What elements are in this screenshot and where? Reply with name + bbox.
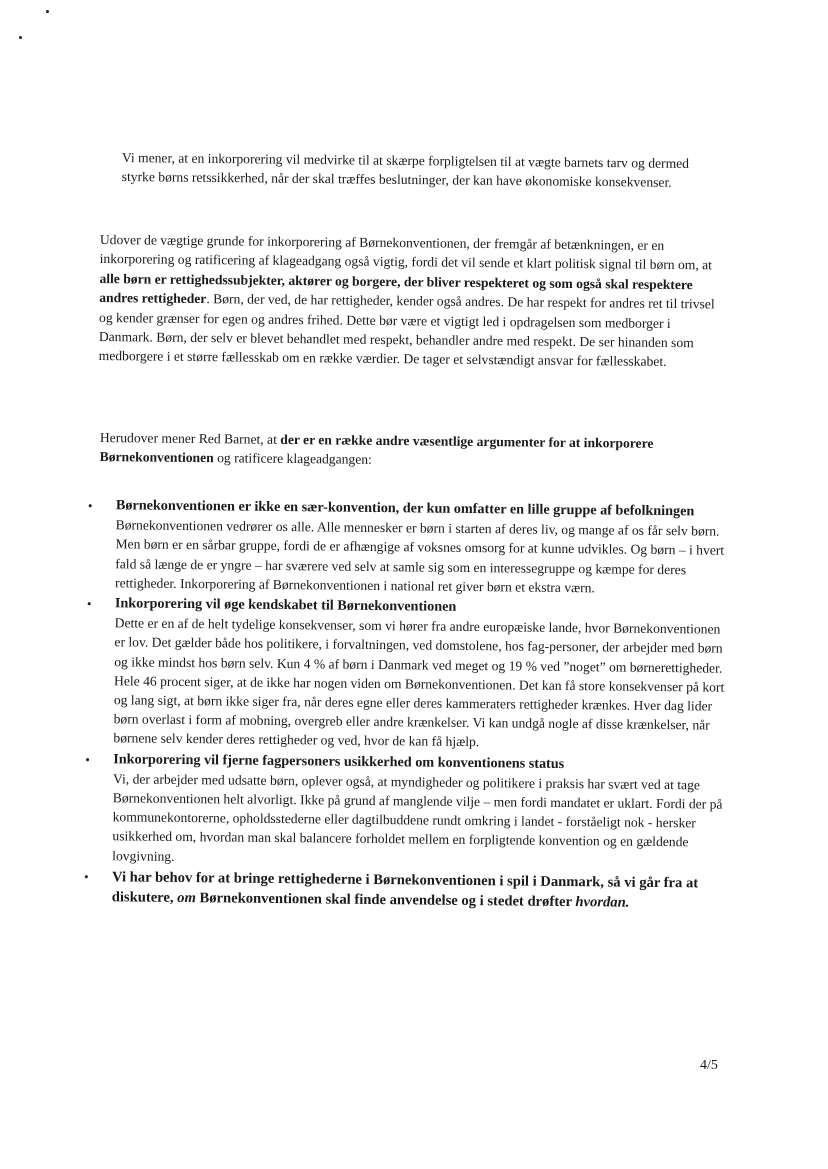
bullet-icon: • (86, 596, 92, 612)
list-item (84, 867, 729, 914)
heading-text: Børnekonventionen skal finde anvendelse og i stedet drøfter (195, 890, 576, 910)
heading-emphasis: om (177, 889, 196, 907)
list-item-heading: Inkorporering vil fjerne fagpersoners usikkerhed om konventionens status (113, 750, 565, 772)
bullet-icon: • (87, 497, 93, 514)
paragraph-bold-text: der er en række andre væsentlige argumenter for at inkorporere Børnekonventionen (99, 431, 654, 466)
paragraph-text: Udover de vægtige grunde for inkorporering af Børnekonventionen, der fremgår af betænkningen, er en inkorporering og ratificering af klageadgang også vigtig, fordi det vil sende et klart politisk signal til børn om, at (99, 231, 713, 273)
heading-text: Vi har behov for at bringe rettighederne i Børnekonventionen i spil i Danmark, så vi går fra at diskutere, (111, 869, 699, 906)
scan-speck (46, 10, 49, 13)
list-item (85, 594, 732, 754)
paragraph-bold-text: alle børn er rettighedssubjekter, aktører og borgere, der bliver respekteret og som også skal respektere andres rettigheder (99, 270, 693, 307)
paragraph-udover (99, 230, 728, 372)
paragraph-text: og ratificere klageadgangen: (213, 450, 372, 468)
paragraph-text: Herudover mener Red Barnet, at (99, 429, 281, 447)
heading-emphasis: hvordan. (575, 893, 630, 911)
scan-speck (19, 36, 22, 39)
list-item-text: Børnekonventionen vedrører os alle. Alle mennesker er børn i starten af deres liv, og mange af os får selv børn. Men børn er en sårbar gruppe, fordi de er afhængige af voksnes omsorg for at kunne udvikles. Og børn – i hvert fald så længe de er yngre – har sværere ved selv at samle sig som en interessegruppe og kæmpe for deres rettigheder. Inkorporering af Børnekonventionen i national ret giver børn et ekstra værn. (115, 517, 725, 596)
argument-list (84, 496, 733, 914)
intro-paragraph: Vi mener, at en inkorporering vil medvirke til at skærpe forpligtelsen til at vægte barnets tarv og dermed styrke børns retssikkerhed, når der skal træffes beslutninger, der kan have økonomiske konsekvenser. (121, 149, 690, 190)
list-item (87, 496, 733, 599)
list-item-text: Vi, der arbejder med udsatte børn, oplever også, at myndigheder og politikere i praksis har svært ved at tage Børnekonventionen helt alvorligt. Ikke på grund af manglende vilje – men fordi mandatet er uklart. Fordi der på kommunekontorerne, opholdsstederne eller dagtilbuddene rundt omkring i landet - forståeligt nok - hersker usikkerhed om, hvordan man skal balancere forholdet mellem en forpligtende konvention og en gældende lovgivning. (112, 771, 723, 864)
paragraph-herudover (100, 428, 728, 473)
list-item (84, 750, 730, 872)
bullet-icon: • (83, 868, 89, 884)
list-item-heading: Inkorporering vil øge kendskabet til Børnekonventionen (114, 595, 457, 615)
bullet-icon: • (85, 751, 90, 767)
paragraph-text: . Børn, der ved, de har rettigheder, kender også andres. De har respekt for andres ret til trivsel og kender grænser for egen og andres frihed. Dette bør være et vigtigt led i opdragelsen som medborger i Danmark. Børn, der selv er blevet behandlet med respekt, behandler andre med respekt. De ser hinanden som medborgere i et større fællesskab om en række værdier. De tager et selvstændigt ansvar for fællesskabet. (98, 291, 715, 370)
list-item-text: Dette er en af de helt tydelige konsekvenser, som vi hører fra andre europæiske lande, hvor Børnekonventionen er lov. Det gælder både hos politikere, i forvaltningen, ved domstolene, hos fag-personer, der arbejder med børn og ikke mindst hos børn selv. Kun 4 % af børn i Danmark ved meget og 19 % ved ”noget” om børnerettigheder. Hele 46 procent siger, at de ikke har nogen viden om Børnekonventionen. Det kan få store konsekvenser på kort og lang sigt, at børn ikke siger fra, når deres egne eller deres kammeraters rettigheder krænkes. Hver dag lider børn overlast i form af mobning, overgreb eller andre krænkelser. Vi kan undgå nogle af disse krænkelser, når børnene selv kender deres rettigheder og ved, hvor de kan få hjælp. (113, 615, 725, 750)
list-item-heading: Børnekonventionen er ikke en sær-konvention, der kun omfatter en lille gruppe af befolkningen (115, 497, 695, 520)
page-number: 4/5 (700, 1058, 718, 1073)
list-item-heading (112, 867, 729, 913)
